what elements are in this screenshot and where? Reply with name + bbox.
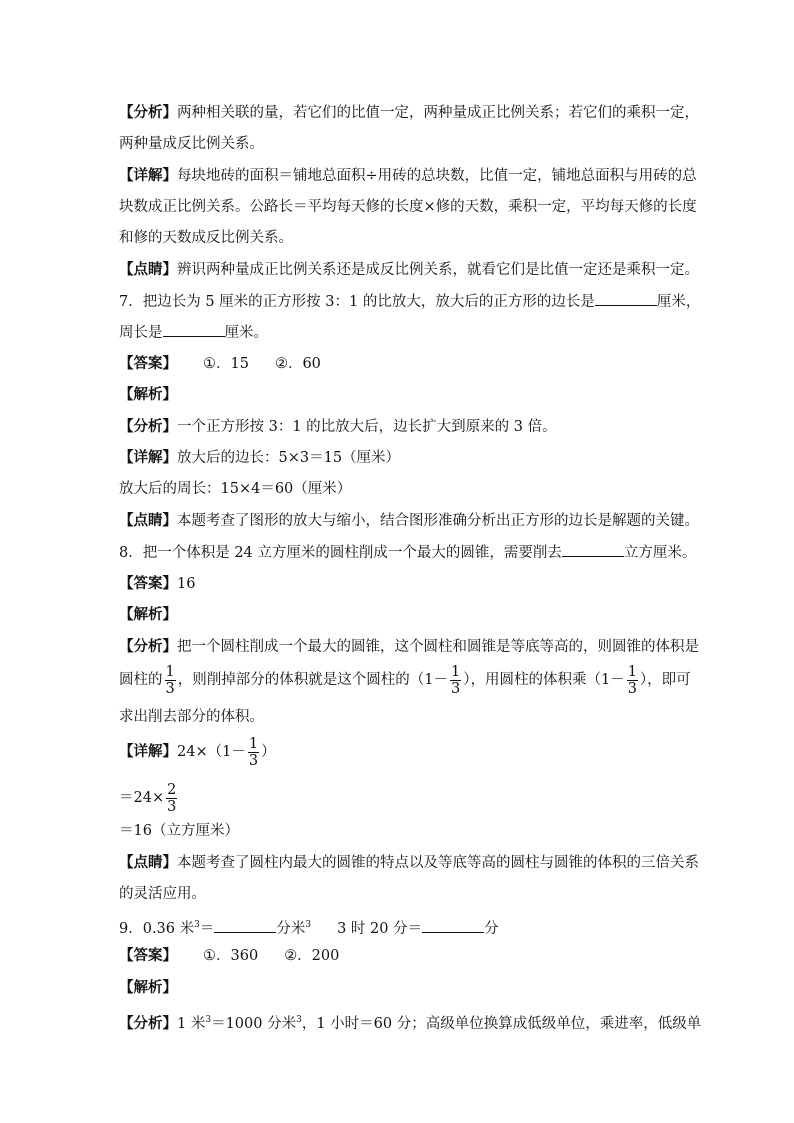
analysis-text: 两种相关联的量，若它们的比值一定，两种量成正比例关系；若它们的乘积一定， [177, 105, 699, 121]
analysis-tag: 【分析】 [119, 639, 177, 655]
comment-text: 辨识两种量成正比例关系还是成反比例关系，就看它们是比值一定还是乘积一定。 [177, 262, 699, 278]
answer-value: ①．360 [203, 948, 259, 964]
answer-blank [562, 542, 624, 557]
answer-line [119, 574, 195, 594]
detail-text-line: ＝16（立方厘米） [119, 823, 239, 839]
detail-text-line: 放大后的周长：15×4＝60（厘米） [119, 481, 352, 497]
question-text: 周长是 [119, 325, 163, 341]
analysis-tag: 【分析】 [119, 1015, 177, 1032]
question-7-line2 [119, 322, 268, 343]
detail-text-line: ＝24× $\frac{2}{3}$ [119, 781, 177, 815]
answer-value: ①．15 [203, 356, 249, 372]
answer-value: 16 [177, 576, 196, 592]
analysis-text: 一个正方形按 3：1 的比放大后，边长扩大到原来的 3 倍。 [177, 419, 557, 435]
detail-text-line: 和修的天数成反比例关系。 [119, 230, 293, 246]
comment-text: 本题考查了圆柱内最大的圆锥的特点以及等底等高的圆柱与圆锥的体积的三倍关系 [177, 855, 699, 871]
answer-line [119, 354, 321, 374]
detail-text: 放大后的边长：5×3＝15（厘米） [177, 450, 401, 466]
comment-paragraph [119, 511, 699, 531]
fraction: $\frac{1}{3}$ [248, 735, 259, 769]
analysis-tag: 【分析】 [119, 105, 177, 121]
analysis-paragraph [119, 417, 557, 437]
comment-text: 本题考查了图形的放大与缩小，结合图形准确分析出正方形的边长是解题的关键。 [177, 513, 699, 529]
question-7 [119, 291, 700, 312]
detail-paragraph [119, 448, 400, 468]
question-text: 7．把边长为 5 厘米的正方形按 3：1 的比放大，放大后的正方形的边长是 [119, 294, 595, 310]
answer-blank [163, 322, 225, 337]
fraction: $\frac{1}{3}$ [165, 663, 175, 697]
detail-tag: 【详解】 [119, 168, 177, 184]
analysis-text-line: 求出削去部分的体积。 [119, 709, 264, 725]
jiexi-tag: 【解析】 [119, 607, 177, 623]
analysis-text-line-fractions: 圆柱的 $\frac{1}{3}$ ，则削掉部分的体积就是这个圆柱的（1－ $\frac{1}{3}$ ），用圆柱的体积乘（1－ $\frac{1}{3}$ ），即可 [119, 663, 691, 697]
answer-blank [595, 291, 657, 306]
analysis-tag: 【分析】 [119, 419, 177, 435]
analysis-paragraph: 【分析】1 米$^3$＝1000 分米$^3$，1 小时＝60 分；高级单位换算成低级单位，乘进率，低级单 [119, 1015, 702, 1032]
answer-tag: 【答案】 [119, 576, 177, 592]
jiexi-tag: 【解析】 [119, 980, 177, 996]
comment-tag: 【点睛】 [119, 262, 177, 278]
comment-text-line: 的灵活应用。 [119, 886, 206, 902]
comment-tag: 【点睛】 [119, 513, 177, 529]
answer-value: ②．200 [284, 948, 340, 964]
jiexi-tag: 【解析】 [119, 387, 177, 403]
fraction: $\frac{1}{3}$ [627, 663, 637, 697]
comment-paragraph [119, 260, 699, 280]
answer-tag: 【答案】 [119, 948, 177, 964]
comment-tag: 【点睛】 [119, 855, 177, 871]
comment-paragraph [119, 853, 699, 873]
detail-tag: 【详解】 [119, 744, 177, 760]
fraction: $\frac{2}{3}$ [167, 781, 177, 815]
answer-blank [214, 918, 276, 933]
question-text: 8．把一个体积是 24 立方厘米的圆柱削成一个最大的圆锥，需要削去 [119, 545, 562, 561]
answer-tag: 【答案】 [119, 356, 177, 372]
answer-value: ②．60 [274, 356, 321, 372]
analysis-text: 把一个圆柱削成一个最大的圆锥，这个圆柱和圆锥是等底等高的，则圆锥的体积是 [177, 639, 699, 655]
detail-paragraph: 【详解】24×（1－ $\frac{1}{3}$ ） [119, 735, 276, 769]
question-text: 厘米， [656, 294, 701, 310]
question-8 [119, 542, 696, 563]
question-text: 厘米。 [224, 325, 268, 341]
analysis-text-line: 两种量成反比例关系。 [119, 136, 264, 152]
answer-blank [422, 918, 484, 933]
detail-text-line: 块数成正比例关系。公路长＝平均每天修的长度×修的天数，乘积一定，平均每天修的长度 [119, 199, 697, 215]
detail-tag: 【详解】 [119, 450, 177, 466]
answer-line [119, 946, 339, 966]
analysis-paragraph [119, 637, 699, 657]
question-9: 9．0.36 米$^3$＝ 分米$^3$ 3 时 20 分＝ 分 [119, 915, 499, 939]
fraction: $\frac{1}{3}$ [450, 663, 461, 697]
detail-paragraph [119, 166, 697, 186]
analysis-paragraph [119, 103, 699, 123]
question-text: 立方厘米。 [623, 545, 697, 561]
detail-text: 每块地砖的面积＝铺地总面积÷用砖的总块数，比值一定，铺地总面积与用砖的总 [177, 168, 697, 184]
